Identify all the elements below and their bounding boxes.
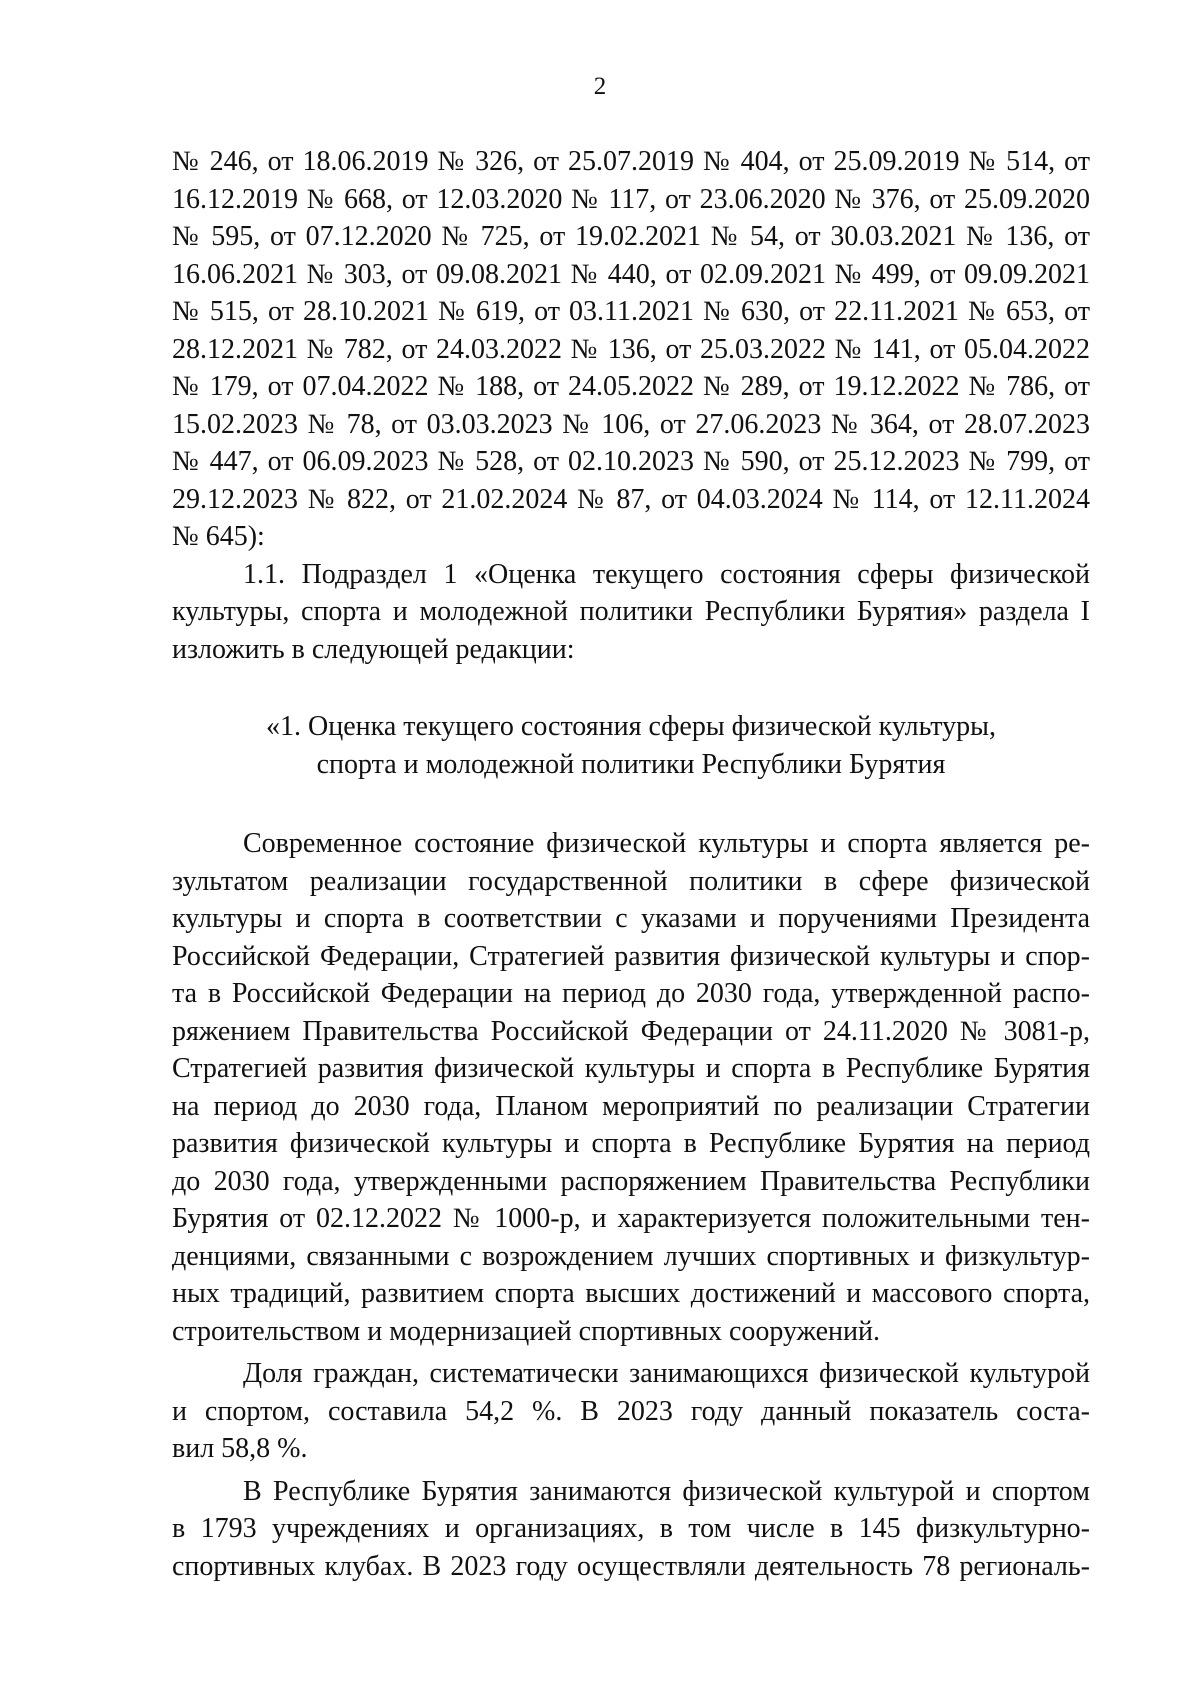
text-line: культуры, спорта и молодежной политики Республики Бурятия» раздела I xyxy=(172,596,1090,627)
text-line: на период до 2030 года, Планом мероприятий по реализации Стратегии xyxy=(172,1090,1090,1122)
amendment-list-paragraph xyxy=(172,143,1090,556)
clause-1-1-paragraph xyxy=(172,556,1090,669)
text-line: Стратегией развития физической культуры и спорта в Республике Бурятия xyxy=(172,1053,1090,1084)
body-paragraph-3 xyxy=(172,1473,1090,1586)
text-line: 16.06.2021 № 303, от 09.08.2021 № 440, от 02.09.2021 № 499, от 09.09.2021 xyxy=(172,258,1090,290)
text-line: Бурятия от 02.12.2022 № 1000-р, и характеризуется положительными тен- xyxy=(172,1203,1090,1234)
text-line: ных традиций, развитием спорта высших достижений и массового спорта, xyxy=(172,1278,1090,1309)
text-line: № 595, от 07.12.2020 № 725, от 19.02.2021 № 54, от 30.03.2021 № 136, от xyxy=(172,221,1090,252)
text-line: в 1793 учреждениях и организациях, в том числе в 145 физкультурно- xyxy=(172,1513,1090,1544)
text-line: денциями, связанными с возрождением лучших спортивных и физкультур- xyxy=(172,1240,1090,1272)
text-line: до 2030 года, утвержденными распоряжением Правительства Республики xyxy=(172,1165,1090,1197)
text-line: изложить в следующей редакции: xyxy=(172,633,575,665)
text-line: 16.12.2019 № 668, от 12.03.2020 № 117, от 23.06.2020 № 376, от 25.09.2020 xyxy=(172,183,1090,215)
page-number: 2 xyxy=(593,73,607,100)
text-line: 28.12.2021 № 782, от 24.03.2022 № 136, от 25.03.2022 № 141, от 05.04.2022 xyxy=(172,333,1090,365)
text-line: спортивных клубах. В 2023 году осуществляли деятельность 78 региональ- xyxy=(172,1550,1090,1582)
text-line: № 246, от 18.06.2019 № 326, от 25.07.2019 № 404, от 25.09.2019 № 514, от xyxy=(172,146,1090,177)
text-line: Доля граждан, систематически занимающихся физической культурой xyxy=(243,1358,1090,1389)
text-line: Российской Федерации, Стратегией развития физической культуры и спор- xyxy=(172,940,1090,972)
text-line: развития физической культуры и спорта в Республике Бурятия на период xyxy=(172,1128,1090,1159)
heading-line: «1. Оценка текущего состояния сферы физической культуры, xyxy=(266,711,996,742)
text-line: № 515, от 28.10.2021 № 619, от 03.11.2021 № 630, от 22.11.2021 № 653, от xyxy=(172,296,1090,327)
text-line: № 447, от 06.09.2023 № 528, от 02.10.2023 № 590, от 25.12.2023 № 799, от xyxy=(172,446,1090,477)
body-paragraph-2 xyxy=(172,1355,1090,1468)
heading-line: спорта и молодежной политики Республики Бурятия xyxy=(316,748,946,780)
text-line: Современное состояние физической культуры и спорта является ре- xyxy=(243,828,1090,859)
text-line: культуры и спорта в соответствии с указами и поручениями Президента xyxy=(172,903,1090,934)
text-line: № 179, от 07.04.2022 № 188, от 24.05.2022 № 289, от 19.12.2022 № 786, от xyxy=(172,371,1090,402)
text-line: ряжением Правительства Российской Федерации от 24.11.2020 № 3081-р, xyxy=(172,1015,1090,1047)
document-body xyxy=(172,143,1090,1585)
text-line: 29.12.2023 № 822, от 21.02.2024 № 87, от 04.03.2024 № 114, от 12.11.2024 xyxy=(172,483,1090,515)
section-heading xyxy=(172,708,1090,783)
text-line: вил 58,8 %. xyxy=(172,1433,308,1464)
text-line: и спортом, составила 54,2 %. В 2023 году данный показатель соста- xyxy=(172,1395,1090,1427)
body-paragraph-1 xyxy=(172,825,1090,1350)
text-line: зультатом реализации государственной политики в сфере физической xyxy=(172,865,1090,897)
text-line: 1.1. Подраздел 1 «Оценка текущего состояния сферы физической xyxy=(243,558,1090,590)
text-line: та в Российской Федерации на период до 2030 года, утвержденной распо- xyxy=(172,978,1090,1009)
text-line: строительством и модернизацией спортивных сооружений. xyxy=(172,1315,881,1347)
text-line: В Республике Бурятия занимаются физической культурой и спортом xyxy=(243,1475,1090,1507)
text-line: 15.02.2023 № 78, от 03.03.2023 № 106, от 27.06.2023 № 364, от 28.07.2023 xyxy=(172,408,1090,440)
text-line: № 645): xyxy=(172,521,265,552)
